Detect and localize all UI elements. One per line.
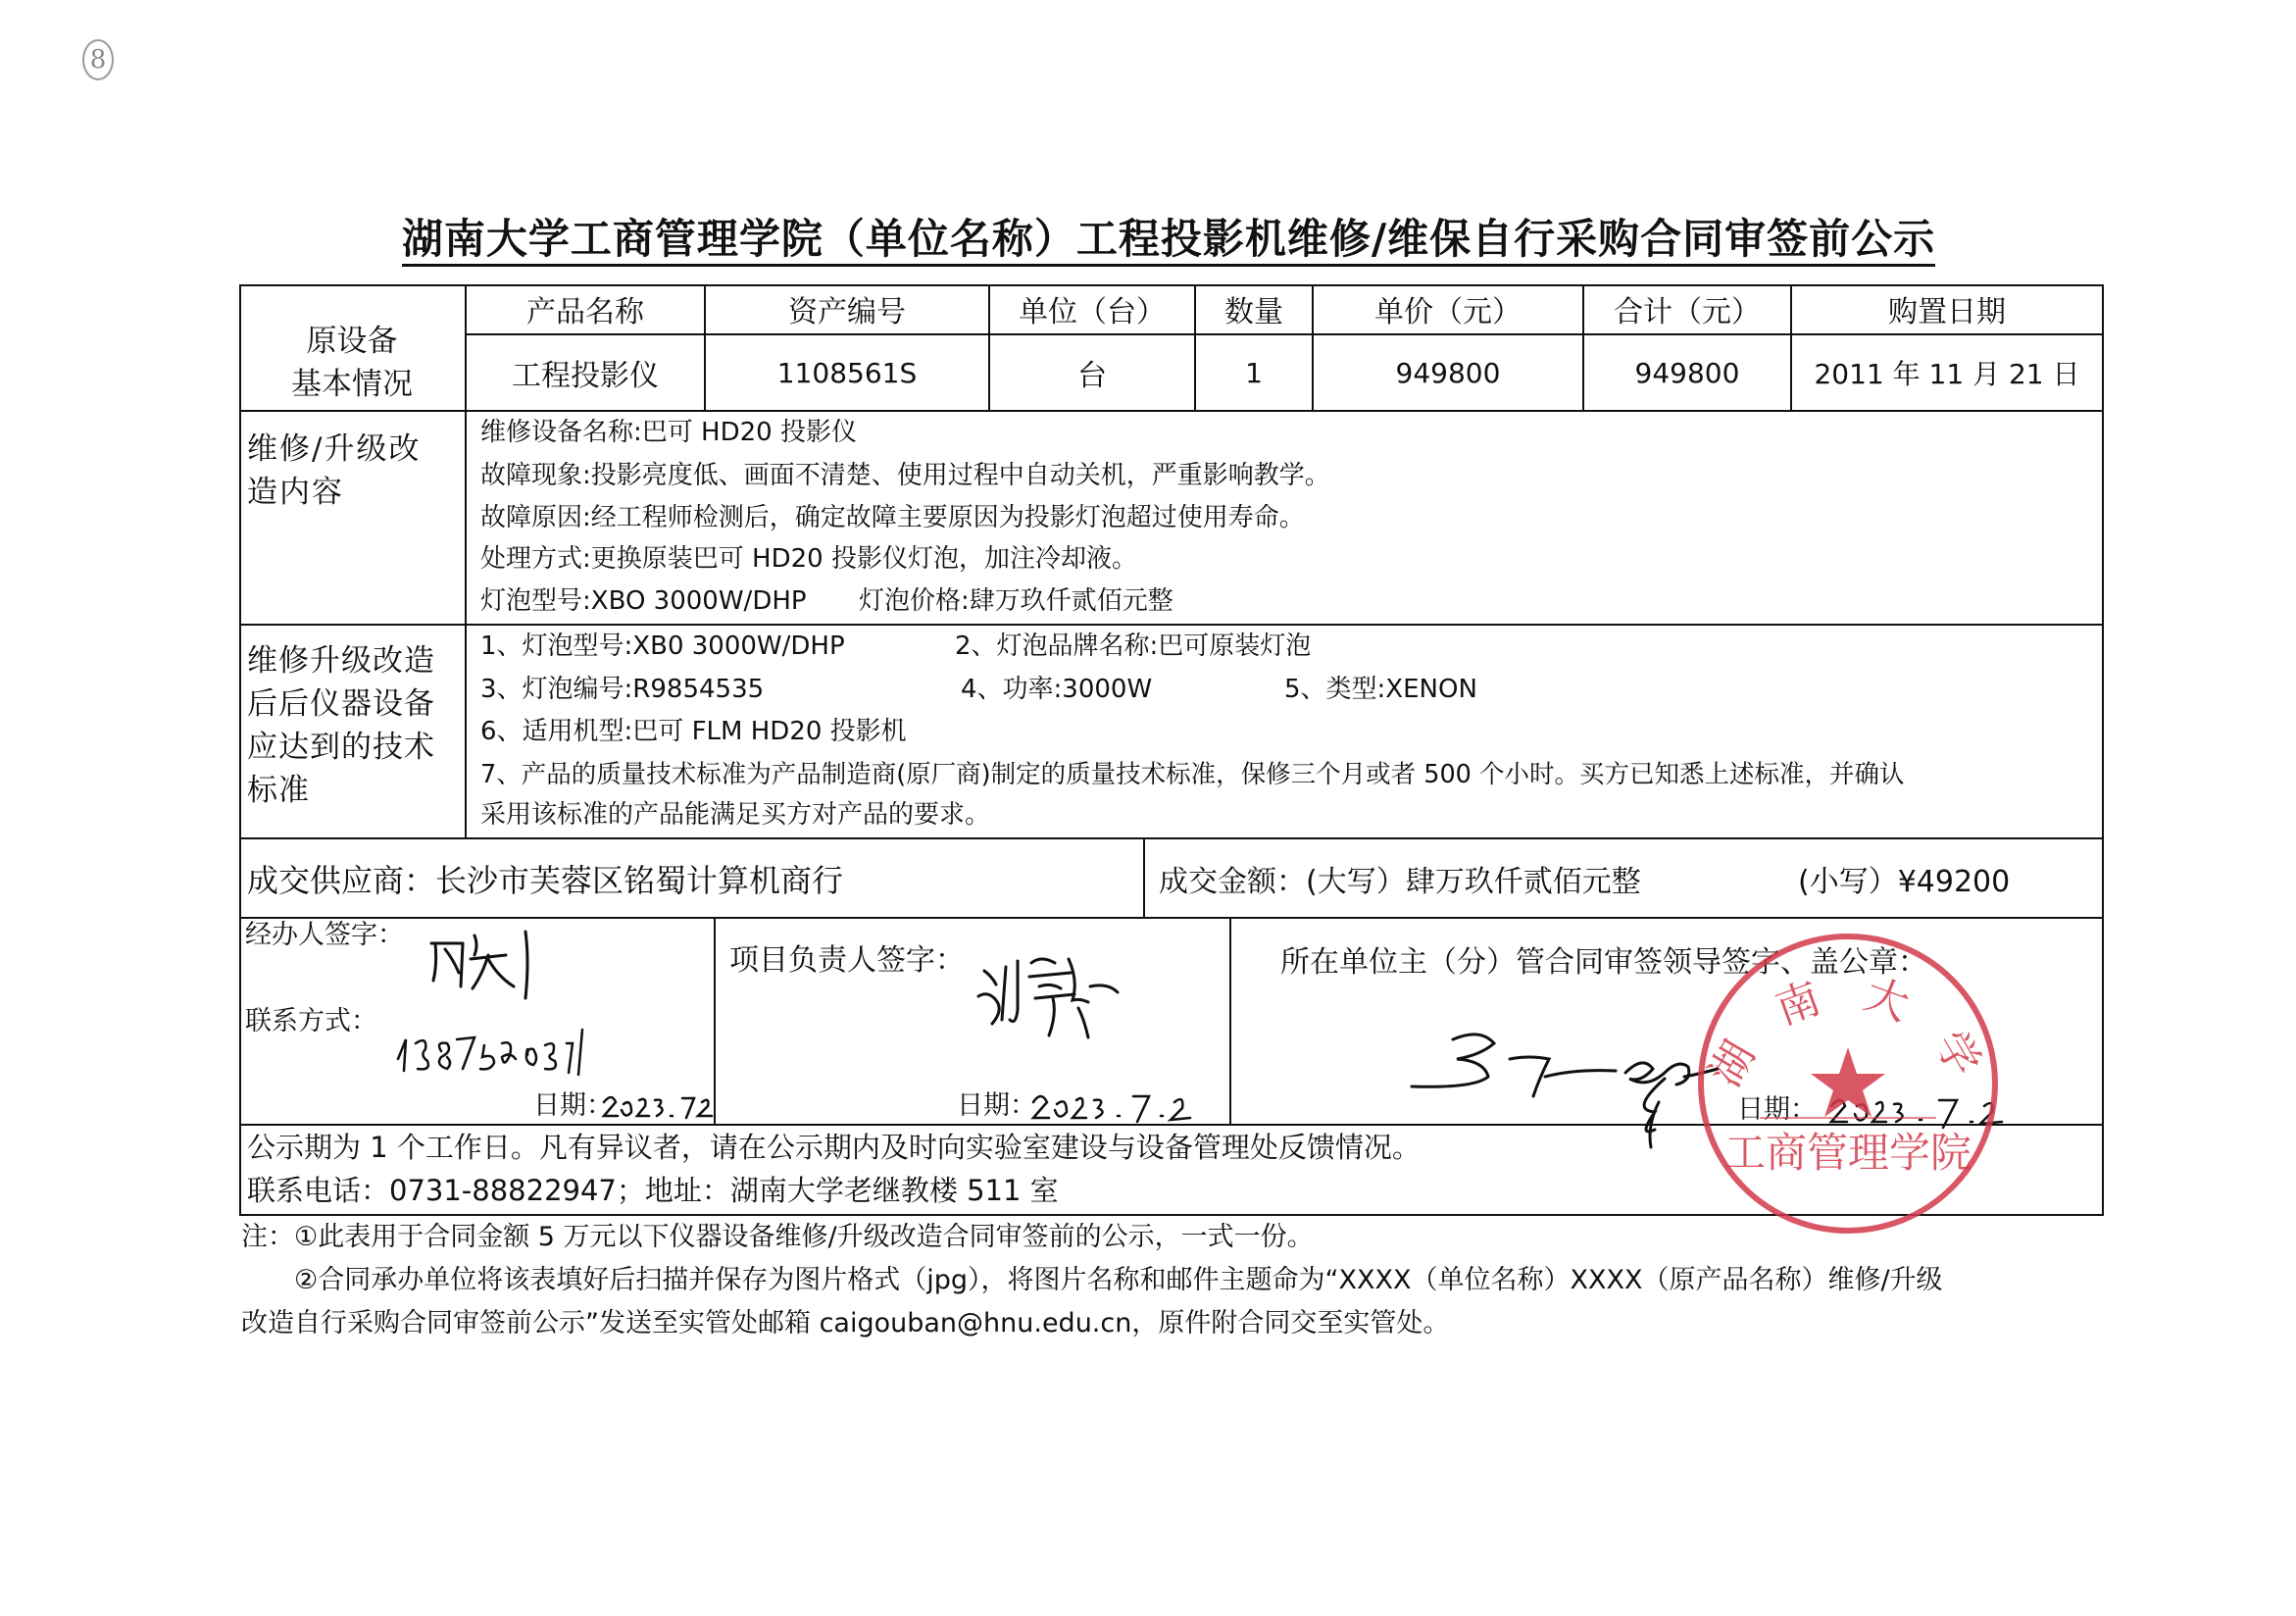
standard-item-1: 1、灯泡型号:XB0 3000W/DHP [480, 631, 845, 661]
standards-label: 维修升级改造 后后仪器设备 应达到的技术 标准 [247, 643, 435, 808]
contact-label: 联系方式： [245, 1006, 377, 1036]
header-quantity: 数量 [1224, 295, 1283, 329]
contact-handwritten [392, 1000, 618, 1079]
header-product-name: 产品名称 [526, 295, 644, 329]
repair-line-method: 处理方式:更换原装巴可 HD20 投影仪灯泡，加注冷却液。 [480, 544, 1137, 574]
handler-signature [424, 926, 549, 1004]
document-title [237, 210, 2100, 269]
handler-date-label: 日期： [533, 1090, 613, 1121]
leader-date-label: 日期： [1737, 1094, 1817, 1125]
table-line [1229, 917, 1231, 1125]
handler-date-handwritten [600, 1088, 718, 1124]
leader-label: 所在单位主（分）管合同审签领导签字、盖公章： [1280, 945, 1927, 980]
handler-label: 经办人签字： [245, 920, 404, 950]
notice-line-1: 公示期为 1 个工作日。凡有异议者，请在公示期内及时向实验室建设与设备管理处反馈情况。 [247, 1131, 1421, 1164]
repair-line-device: 维修设备名称:巴可 HD20 投影仪 [480, 418, 857, 447]
value-asset-number: 1108561S [776, 356, 918, 389]
seal-bottom-text: 工商管理学院 [1723, 1129, 1972, 1177]
note-1: 注：①此表用于合同金额 5 万元以下仪器设备维修/升级改造合同审签前的公示，一式一份。 [241, 1222, 1314, 1252]
note-2b: 改造自行采购合同审签前公示”发送至实管处邮箱 caigouban@hnu.edu.cn，原件附合同交至实管处。 [241, 1308, 1450, 1338]
header-unit-price: 单价（元） [1374, 295, 1522, 329]
standard-item-6: 6、适用机型:巴可 FLM HD20 投影机 [480, 717, 907, 746]
value-quantity: 1 [1245, 356, 1263, 389]
standard-item-3: 3、灯泡编号:R9854535 [480, 675, 765, 704]
repair-line-symptom: 故障现象:投影亮度低、画面不清楚、使用过程中自动关机，严重影响教学。 [480, 461, 1330, 490]
page-number-mark: 8 [82, 39, 114, 80]
deal-supplier: 成交供应商：长沙市芙蓉区铭蜀计算机商行 [247, 862, 844, 899]
repair-bulb-model: 灯泡型号:XBO 3000W/DHP [480, 586, 807, 616]
equipment-row-label-text: 原设备 基本情况 [291, 324, 413, 402]
deal-amount-capital: 成交金额：(大写）肆万玖仟贰佰元整 [1159, 865, 1641, 899]
standard-item-7a: 7、产品的质量技术标准为产品制造商(原厂商)制定的质量技术标准，保修三个月或者 500 个小时。买方已知悉上述标准，并确认 [480, 760, 1905, 789]
standard-item-5: 5、类型:XENON [1284, 675, 1477, 704]
value-purchase-date: 2011 年 11 月 21 日 [1814, 358, 2080, 390]
pm-date-handwritten [1027, 1086, 1204, 1128]
seal-top-text: 湖 南 大 学 [1700, 969, 1996, 1095]
table-line [2102, 284, 2104, 1216]
header-asset-number: 资产编号 [788, 295, 906, 329]
pm-date-label: 日期： [957, 1090, 1036, 1121]
repair-line-cause: 故障原因:经工程师检测后，确定故障主要原因为投影灯泡超过使用寿命。 [480, 503, 1305, 532]
repair-bulb-price: 灯泡价格:肆万玖仟贰佰元整 [859, 586, 1173, 616]
value-unit: 台 [1077, 359, 1107, 393]
value-unit-price: 949800 [1395, 356, 1501, 389]
header-unit: 单位（台） [1019, 295, 1166, 329]
standard-item-4: 4、功率:3000W [961, 675, 1153, 704]
title-text: 湖南大学工商管理学院（单位名称）工程投影机维修/维保自行采购合同审签前公示 [402, 215, 1935, 267]
value-product-name: 工程投影仪 [512, 359, 659, 393]
notice-line-2: 联系电话：0731-88822947；地址：湖南大学老继教楼 511 室 [247, 1174, 1059, 1207]
standard-item-2: 2、灯泡品牌名称:巴可原装灯泡 [955, 631, 1312, 661]
table-line [465, 410, 467, 839]
table-line [1143, 837, 1145, 918]
table-line [239, 917, 2104, 919]
note-2a: ②合同承办单位将该表填好后扫描并保存为图片格式（jpg），将图片名称和邮件主题命为“XXXX（单位名称）XXXX（原产品名称）维修/升级 [294, 1265, 1943, 1295]
official-seal [1686, 922, 2010, 1245]
standard-item-7b: 采用该标准的产品能满足买方对产品的要求。 [480, 800, 991, 830]
header-total: 合计（元） [1614, 295, 1761, 329]
table-line [239, 284, 241, 1216]
seal-star-icon [1811, 1047, 1885, 1117]
pm-label: 项目负责人签字： [729, 943, 965, 978]
equipment-row-label [239, 320, 465, 406]
deal-amount-small: (小写）¥49200 [1798, 865, 2011, 899]
table-line [239, 837, 2104, 839]
pm-signature [971, 941, 1137, 1049]
repair-label: 维修/升级改 造内容 [247, 431, 422, 510]
value-total: 949800 [1634, 356, 1740, 389]
header-purchase-date: 购置日期 [1888, 295, 2006, 329]
